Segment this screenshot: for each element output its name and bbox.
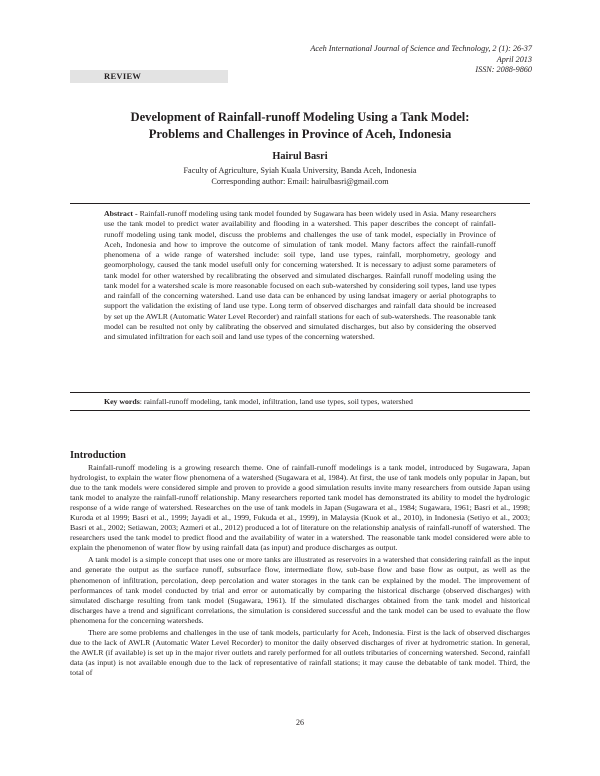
journal-date: April 2013 <box>496 54 532 64</box>
abstract-label: Abstract - <box>104 209 140 218</box>
keywords-text: : rainfall-runoff modeling, tank model, infiltration, land use types, soil types, watershed <box>139 397 413 406</box>
intro-paragraph-2: A tank model is a simple concept that uses one or more tanks are illustrated as reservoirs in a watershed that considering rainfall as the input and generate the output as the surface runoff, subsurface flow, intermediate flow, sub-base flow and base flow as output, as well as the phenomenon of infiltration, percolation, deep percolation and water storages in the tank can be explained by the model. The improvement of performances of tank model conducted by trial and error or automatically by comparing the historical discharge (observed discharges) with simulated discharge resulting from tank model (Sugawara, 1961). If the simulated discharges obtained from the tank model and historical discharges have a trend and significant correlations, the simulation is considered successful and the tank model can be used to evaluate the flow phenomena for the concerning watersheds. <box>70 555 530 625</box>
keywords-label: Key words <box>104 397 140 406</box>
keywords-top-rule <box>70 392 530 393</box>
affiliation: Faculty of Agriculture, Syiah Kuala University, Banda Aceh, Indonesia <box>183 166 417 175</box>
abstract-text: Rainfall-runoff modeling using tank model founded by Sugawara has been widely used in Asia. Many researchers use the tank model to predict water availability and flooding in a watershed. This paper describes the concept of rainfall-runoff modeling using tank model, discuss the problems and challenges the use of tank model, especially in Province of Aceh, Indonesia and how to improve the outcome of simulation of tank model. Many factors affect the rainfall-runoff phenomena of a wide range of watershed include: soil type, land use types, rainfall, morphometry, geology and geomorphology, caused the tank model usefull only for concerning watershed. It is necessary to adjust some parameters of tank model for other watershed by recalibrating the observed and simulated discharges. Rainfall runoff modeling using the tank model for a watershed scale is more reasonable focused on each sub-watershed by considering soil types, land use types and rainfall of the concerning watershed. Land use data can be enhanced by using landsat imagery or aerial photographs to support the validation the existing of land use type. Long term of observed discharges and rainfall data should be increased by set up the AWLR (Automatic Water Level Recorder) and rainfall stations for each of sub-watersheds. The reasonable tank model can be resulted not only by calibrating the observed and simulated discharges, but also by considering the observed and simulated infiltration for each soil and land use types of the concerning watershed. <box>104 209 496 341</box>
keywords <box>104 397 496 406</box>
intro-paragraph-3: There are some problems and challenges in the use of tank models, particularly for Aceh, Indonesia. First is the lack of observed discharges due to the lack of AWLR (Automatic Water Level Recorder) to monitor the daily observed discharges of river at hydrometric station. In general, the AWLR (if available) is set up in the major river outlets and rarely performed for all outlets tributaries of concerning watershed. Second, rainfall data (as input) is not available enough due to the lack of representative of rainfall stations; it may cause the debatable of tank model. Third, the total of <box>70 627 530 677</box>
title-line-1: Development of Rainfall-runoff Modeling Using a Tank Model: <box>130 110 470 124</box>
author-name: Hairul Basri <box>272 151 328 162</box>
journal-header <box>310 44 532 76</box>
introduction-body <box>70 463 530 680</box>
paper-title <box>70 109 530 143</box>
review-label: REVIEW <box>70 70 228 83</box>
corresponding-author: Corresponding author: Email: hairulbasri@gmail.com <box>211 176 389 186</box>
journal-citation: Aceh International Journal of Science and Technology, 2 (1): 26-37 <box>310 44 532 53</box>
page-number: 26 <box>296 718 304 727</box>
abstract-top-rule <box>70 203 530 204</box>
keywords-bottom-rule <box>70 410 530 411</box>
title-line-2: Problems and Challenges in Province of Aceh, Indonesia <box>148 127 452 141</box>
author-affiliation-block <box>70 166 530 187</box>
intro-paragraph-1: Rainfall-runoff modeling is a growing research theme. One of rainfall-runoff modelings is a tank model, introduced by Sugawara, Japan hydrologist, to explain the water flow phenomena of a watershed (Sugawara et al, 1984). At first, the use of tank models only popular in Japan, but due to the tank models were considered simple and proven to provide a good simulation results invite many researchers from outside Japan using tank model to analyze the rainfall-runoff relationship. Many researchers reported tank model has demonstrated its ability to model the hydrologic response of a wide range of watershed. Researches on the use of tank models in Japan (Sugawara et al., 1984; Sugawara, 1961; Basri et al., 1998; Kuroda et al 1999; Basri et al., 1999; Jayadi et al., 1999, Fukuda et al., 1999), in Malaysia (Kuok et al., 2010), in Indonesia (Setiyo et al., 2003; Basri et al., 2002; Setiawan, 2003; Azmeri et al., 2012) produced a lot of literature on the relationship analysis of rainfall-runoff of watershed. The researchers used the tank model to predict flood and the availability of water in a watershed. The reasonable tank model considered were able to explain the phenomenon of water flow by using rainfall data (as input) and produce discharges as output. <box>70 463 530 553</box>
abstract <box>104 209 496 342</box>
introduction-heading: Introduction <box>70 450 126 461</box>
journal-issn: ISSN: 2088-9860 <box>475 65 532 75</box>
